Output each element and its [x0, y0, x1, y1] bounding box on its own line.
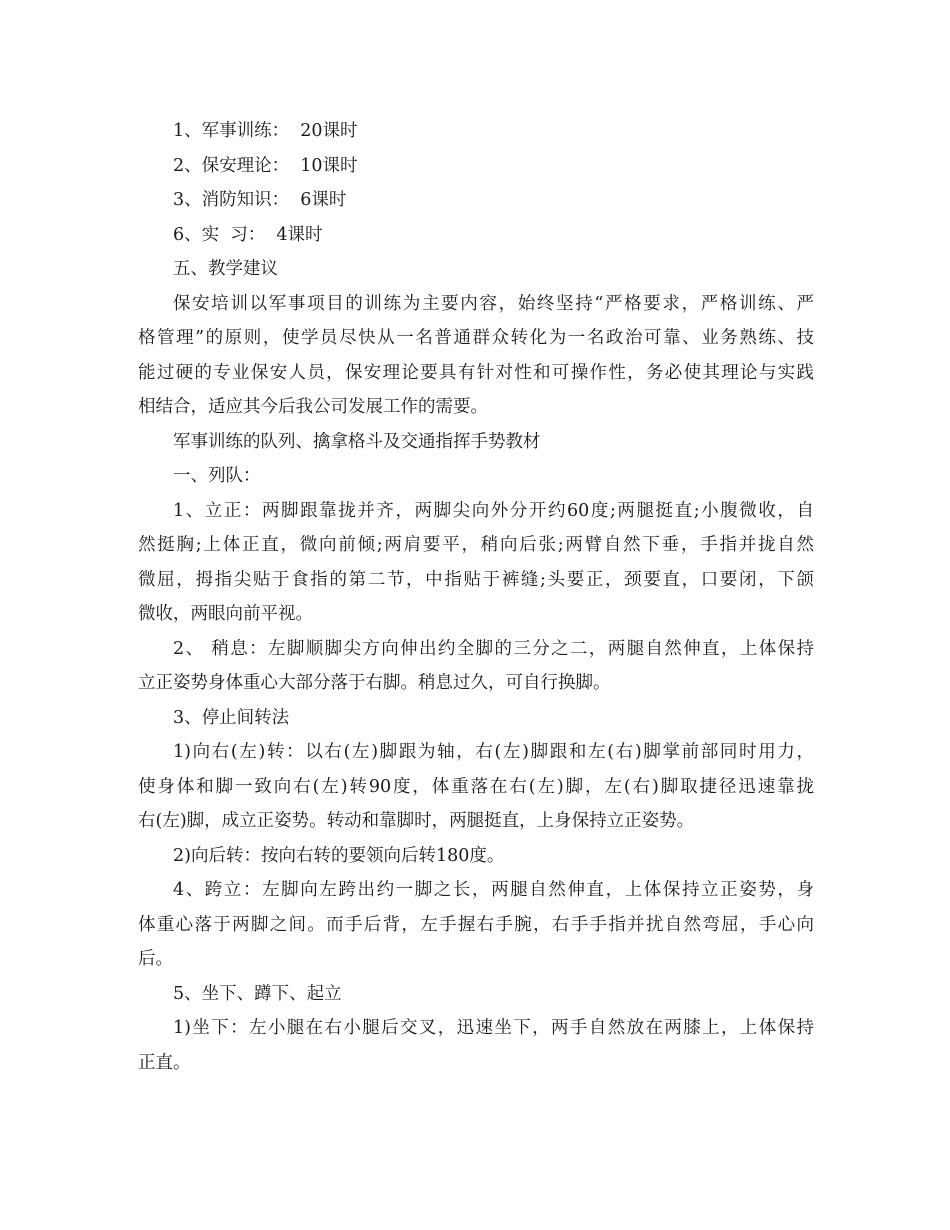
text-line: 能过硬的专业保安人员，保安理论要具有针对性和可操作性，务必使其理论与实践 — [138, 362, 814, 383]
text-line: 微收，两眼向前平视。 — [138, 604, 313, 624]
text-line: 2、保安理论： 10课时 — [173, 155, 358, 176]
text-line: 后。 — [138, 949, 173, 969]
text-line: 3、消防知识： 6课时 — [173, 190, 347, 210]
document-body — [138, 114, 814, 1080]
text-line: 6、实 习： 4课时 — [173, 224, 323, 245]
text-line: 5、坐下、蹲下、起立 — [173, 983, 342, 1004]
text-line: 军事训练的队列、擒拿格斗及交通指挥手势教材 — [173, 431, 541, 452]
text-line: 正直。 — [138, 1052, 191, 1073]
text-line: 3、停止间转法 — [173, 707, 290, 728]
text-line: 使身体和脚一致向右(左)转90度，体重落在右(左)脚，左(右)脚取捷径迅速靠拢 — [138, 776, 814, 797]
text-line: 1、军事训练： 20课时 — [173, 121, 358, 141]
text-line: 右(左)脚，成立正姿势。转动和靠脚时，两腿挺直，上身保持立正姿势。 — [138, 811, 695, 831]
text-line: 2)向后转：按向右转的要领向后转180度。 — [173, 845, 505, 866]
text-line: 格管理”的原则，使学员尽快从一名普通群众转化为一名政治可靠、业务熟练、技 — [138, 328, 814, 348]
text-line: 4、跨立：左脚向左跨出约一脚之长，两腿自然伸直，上体保持立正姿势，身 — [173, 880, 814, 900]
text-line: 保安培训以军事项目的训练为主要内容，始终坚持“严格要求，严格训练、严 — [173, 293, 814, 314]
text-line: 微屈，拇指尖贴于食指的第二节，中指贴于裤缝;头要正，颈要直，口要闭，下颌 — [138, 569, 814, 590]
text-line: 一、列队： — [173, 466, 261, 486]
text-line: 体重心落于两脚之间。而手后背，左手握右手腕，右手手指并扰自然弯屈，手心向 — [138, 914, 814, 935]
text-line: 1)向右(左)转：以右(左)脚跟为轴，右(左)脚跟和左(右)脚掌前部同时用力， — [173, 742, 814, 762]
text-line: 立正姿势身体重心大部分落于右脚。稍息过久，可自行换脚。 — [138, 673, 611, 693]
text-line: 1)坐下：左小腿在右小腿后交叉，迅速坐下，两手自然放在两膝上，上体保持 — [173, 1018, 814, 1038]
text-line: 相结合，适应其今后我公司发展工作的需要。 — [138, 397, 488, 417]
text-line: 1、立正：两脚跟靠拢并齐，两脚尖向外分开约60度;两腿挺直;小腹微收，自 — [173, 500, 814, 521]
text-line: 2、 稍息：左脚顺脚尖方向伸出约全脚的三分之二，两腿自然伸直，上体保持 — [173, 638, 814, 659]
text-line: 然挺胸;上体正直，微向前倾;两肩要平，稍向后张;两臂自然下垂，手指并拢自然 — [138, 535, 814, 555]
text-line: 五、教学建议 — [173, 259, 278, 279]
